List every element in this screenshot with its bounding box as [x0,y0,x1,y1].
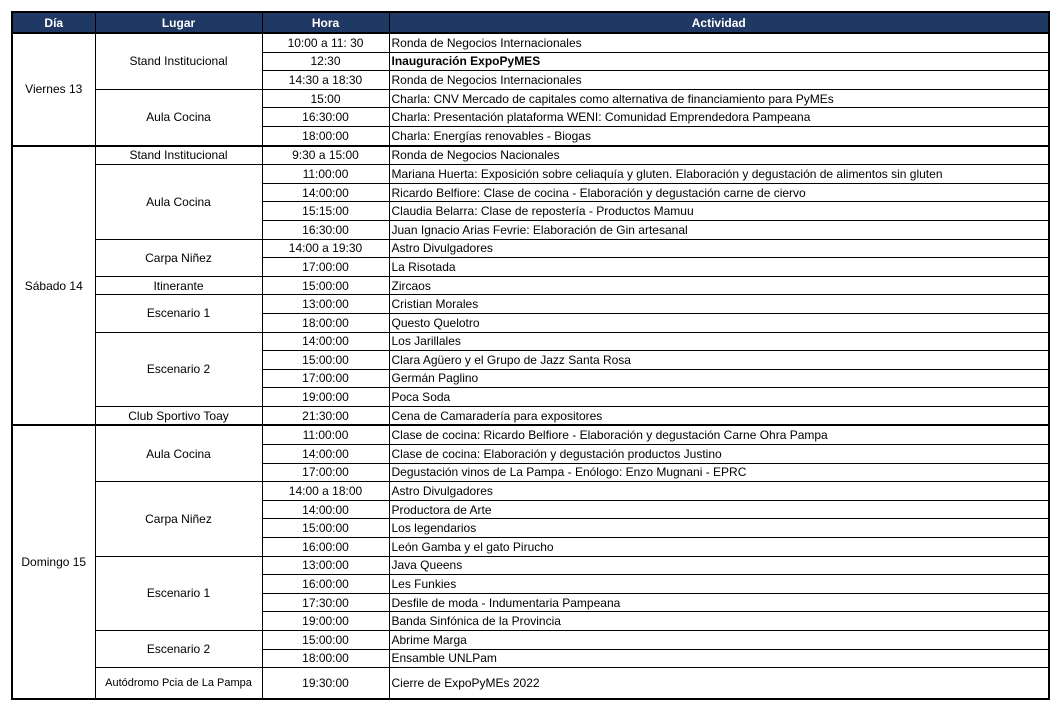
time-cell: 15:00:00 [262,631,389,650]
place-cell: Aula Cocina [95,425,262,481]
place-cell: Aula Cocina [95,165,262,239]
activity-cell: Zircaos [389,276,1049,295]
time-cell: 16:00:00 [262,575,389,594]
activity-cell: Charla: Energías renovables - Biogas [389,126,1049,145]
table-row [12,165,1049,184]
time-cell: 15:15:00 [262,202,389,221]
header-actividad: Actividad [389,12,1049,33]
time-cell: 14:00:00 [262,332,389,351]
header-hora: Hora [262,12,389,33]
place-cell: Carpa Niñez [95,239,262,276]
table-row [12,556,1049,575]
schedule-body [12,33,1049,699]
time-cell: 14:00:00 [262,445,389,464]
place-cell: Escenario 1 [95,556,262,630]
place-cell: Aula Cocina [95,89,262,145]
time-cell: 11:00:00 [262,165,389,184]
schedule-table [11,11,1050,700]
table-row [12,406,1049,425]
time-cell: 16:00:00 [262,538,389,557]
table-row [12,332,1049,351]
table-row [12,668,1049,700]
time-cell: 16:30:00 [262,108,389,127]
activity-cell: Clara Agüero y el Grupo de Jazz Santa Rosa [389,351,1049,370]
activity-cell: Cierre de ExpoPyMEs 2022 [389,668,1049,700]
activity-cell: Poca Soda [389,388,1049,407]
time-cell: 15:00 [262,89,389,108]
place-cell: Carpa Niñez [95,482,262,556]
activity-cell: Clase de cocina: Ricardo Belfiore - Elaboración y degustación Carne Ohra Pampa [389,425,1049,444]
time-cell: 9:30 a 15:00 [262,146,389,165]
place-cell: Itinerante [95,276,262,295]
time-cell: 14:00:00 [262,183,389,202]
time-cell: 15:00:00 [262,351,389,370]
activity-cell: Ronda de Negocios Internacionales [389,33,1049,52]
day-cell: Sábado 14 [12,146,95,426]
activity-cell: Astro Divulgadores [389,239,1049,258]
place-cell: Stand Institucional [95,146,262,165]
header-lugar: Lugar [95,12,262,33]
table-row [12,631,1049,650]
day-cell: Domingo 15 [12,425,95,699]
activity-cell: Ricardo Belfiore: Clase de cocina - Elaboración y degustación carne de ciervo [389,183,1049,202]
activity-cell: Desfile de moda - Indumentaria Pampeana [389,593,1049,612]
activity-cell: Abrime Marga [389,631,1049,650]
activity-cell: Inauguración ExpoPyMES [389,52,1049,71]
place-cell: Stand Institucional [95,33,262,89]
activity-cell: Claudia Belarra: Clase de repostería - Productos Mamuu [389,202,1049,221]
activity-cell: León Gamba y el gato Pirucho [389,538,1049,557]
time-cell: 18:00:00 [262,649,389,668]
activity-cell: Clase de cocina: Elaboración y degustación productos Justino [389,445,1049,464]
activity-cell: Los Jarillales [389,332,1049,351]
time-cell: 17:30:00 [262,593,389,612]
activity-cell: Germán Paglino [389,369,1049,388]
time-cell: 14:00 a 19:30 [262,239,389,258]
schedule-container [11,11,1050,700]
time-cell: 10:00 a 11: 30 [262,33,389,52]
place-cell: Escenario 2 [95,332,262,406]
activity-cell: Cena de Camaradería para expositores [389,406,1049,425]
table-row [12,33,1049,52]
activity-cell: Productora de Arte [389,500,1049,519]
time-cell: 15:00:00 [262,519,389,538]
activity-cell: Ronda de Negocios Internacionales [389,71,1049,90]
time-cell: 13:00:00 [262,556,389,575]
time-cell: 19:00:00 [262,612,389,631]
table-row [12,146,1049,165]
time-cell: 19:00:00 [262,388,389,407]
activity-cell: Banda Sinfónica de la Provincia [389,612,1049,631]
place-cell: Autódromo Pcia de La Pampa [95,668,262,700]
table-row [12,89,1049,108]
time-cell: 14:00 a 18:00 [262,482,389,501]
activity-cell: La Risotada [389,258,1049,277]
place-cell: Escenario 2 [95,631,262,668]
header-dia: Día [12,12,95,33]
time-cell: 17:00:00 [262,369,389,388]
time-cell: 21:30:00 [262,406,389,425]
time-cell: 18:00:00 [262,313,389,332]
activity-cell: Degustación vinos de La Pampa - Enólogo: Enzo Mugnani - EPRC [389,463,1049,482]
activity-cell: Juan Ignacio Arias Fevrie: Elaboración de Gin artesanal [389,220,1049,239]
activity-cell: Les Funkies [389,575,1049,594]
time-cell: 16:30:00 [262,220,389,239]
time-cell: 19:30:00 [262,668,389,700]
place-cell: Club Sportivo Toay [95,406,262,425]
activity-cell: Mariana Huerta: Exposición sobre celiaquía y gluten. Elaboración y degustación de alimentos sin gluten [389,165,1049,184]
table-row [12,239,1049,258]
time-cell: 15:00:00 [262,276,389,295]
time-cell: 12:30 [262,52,389,71]
activity-cell: Charla: CNV Mercado de capitales como alternativa de financiamiento para PyMEs [389,89,1049,108]
activity-cell: Los legendarios [389,519,1049,538]
time-cell: 14:30 a 18:30 [262,71,389,90]
place-cell: Escenario 1 [95,295,262,332]
day-cell: Viernes 13 [12,33,95,146]
table-row [12,295,1049,314]
time-cell: 13:00:00 [262,295,389,314]
header-row [12,12,1049,33]
activity-cell: Charla: Presentación plataforma WENI: Comunidad Emprendedora Pampeana [389,108,1049,127]
time-cell: 18:00:00 [262,126,389,145]
table-row [12,276,1049,295]
activity-cell: Ronda de Negocios Nacionales [389,146,1049,165]
activity-cell: Ensamble UNLPam [389,649,1049,668]
activity-cell: Astro Divulgadores [389,482,1049,501]
time-cell: 17:00:00 [262,463,389,482]
activity-cell: Cristian Morales [389,295,1049,314]
table-row [12,482,1049,501]
activity-cell: Java Queens [389,556,1049,575]
time-cell: 14:00:00 [262,500,389,519]
table-row [12,425,1049,444]
time-cell: 11:00:00 [262,425,389,444]
activity-cell: Questo Quelotro [389,313,1049,332]
time-cell: 17:00:00 [262,258,389,277]
